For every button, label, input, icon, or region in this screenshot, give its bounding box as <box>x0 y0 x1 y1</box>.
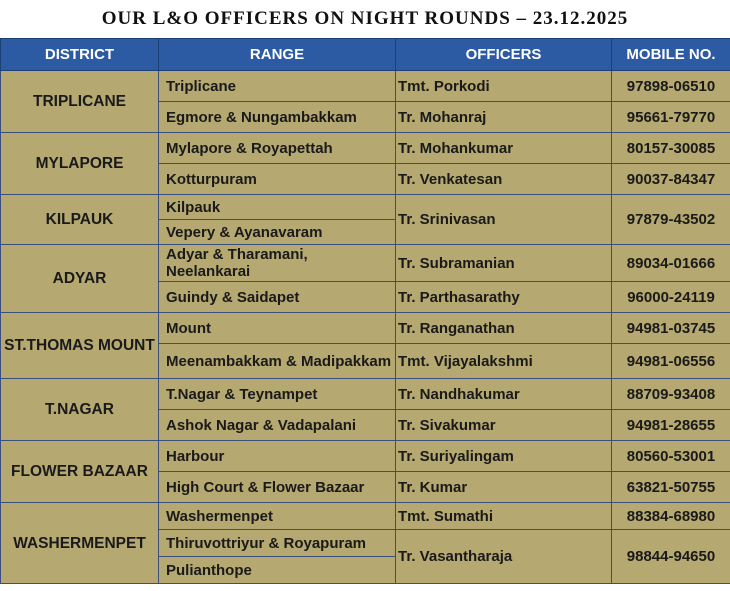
mobile-cell: 88709-93408 <box>612 379 730 410</box>
district-cell: KILPAUK <box>1 195 159 245</box>
range-cell: Guindy & Saidapet <box>159 282 396 313</box>
officer-cell: Tr. Mohanraj <box>396 102 612 133</box>
range-cell: Egmore & Nungambakkam <box>159 102 396 133</box>
mobile-cell: 88384-68980 <box>612 503 730 530</box>
district-cell: WASHERMENPET <box>1 503 159 584</box>
range-cell: Thiruvottriyur & Royapuram <box>159 530 396 557</box>
officer-cell: Tr. Sivakumar <box>396 410 612 441</box>
district-cell: T.NAGAR <box>1 379 159 441</box>
officer-cell: Tr. Kumar <box>396 472 612 503</box>
mobile-cell: 95661-79770 <box>612 102 730 133</box>
page-title: OUR L&O OFFICERS ON NIGHT ROUNDS – 23.12.2025 <box>101 8 629 29</box>
district-cell: MYLAPORE <box>1 133 159 195</box>
table-row <box>1 441 730 472</box>
header-row <box>1 39 730 71</box>
officer-cell: Tr. Venkatesan <box>396 164 612 195</box>
range-cell: Kotturpuram <box>159 164 396 195</box>
officer-cell: Tmt. Porkodi <box>396 71 612 102</box>
range-cell: Washermenpet <box>159 503 396 530</box>
officer-cell: Tr. Parthasarathy <box>396 282 612 313</box>
officers-table <box>0 38 730 584</box>
range-cell: Kilpauk <box>159 195 396 220</box>
mobile-cell: 94981-28655 <box>612 410 730 441</box>
mobile-cell: 94981-06556 <box>612 344 730 379</box>
mobile-cell: 94981-03745 <box>612 313 730 344</box>
table-row <box>1 313 730 344</box>
mobile-cell: 97898-06510 <box>612 71 730 102</box>
officer-cell: Tr. Nandhakumar <box>396 379 612 410</box>
range-cell: Triplicane <box>159 71 396 102</box>
table-row <box>1 195 730 220</box>
table-row <box>1 503 730 530</box>
officer-cell: Tmt. Vijayalakshmi <box>396 344 612 379</box>
mobile-cell: 98844-94650 <box>612 530 730 584</box>
range-cell: Pulianthope <box>159 557 396 584</box>
officer-cell: Tr. Subramanian <box>396 245 612 282</box>
table-row <box>1 71 730 102</box>
table-row <box>1 379 730 410</box>
district-cell: ST.THOMAS MOUNT <box>1 313 159 379</box>
range-cell: Vepery & Ayanavaram <box>159 220 396 245</box>
officer-cell: Tr. Ranganathan <box>396 313 612 344</box>
district-cell: ADYAR <box>1 245 159 313</box>
officer-cell: Tr. Suriyalingam <box>396 441 612 472</box>
range-cell: Ashok Nagar & Vadapalani <box>159 410 396 441</box>
header-mobile: MOBILE NO. <box>612 39 730 71</box>
officer-cell: Tmt. Sumathi <box>396 503 612 530</box>
table-row <box>1 245 730 282</box>
range-cell: Meenambakkam & Madipakkam <box>159 344 396 379</box>
mobile-cell: 80560-53001 <box>612 441 730 472</box>
mobile-cell: 63821-50755 <box>612 472 730 503</box>
district-cell: FLOWER BAZAAR <box>1 441 159 503</box>
mobile-cell: 90037-84347 <box>612 164 730 195</box>
mobile-cell: 96000-24119 <box>612 282 730 313</box>
mobile-cell: 89034-01666 <box>612 245 730 282</box>
range-cell: Adyar & Tharamani, Neelankarai <box>159 245 396 282</box>
range-cell: Harbour <box>159 441 396 472</box>
table-row <box>1 133 730 164</box>
range-cell: Mount <box>159 313 396 344</box>
district-cell: TRIPLICANE <box>1 71 159 133</box>
mobile-cell: 80157-30085 <box>612 133 730 164</box>
mobile-cell: 97879-43502 <box>612 195 730 245</box>
range-cell: T.Nagar & Teynampet <box>159 379 396 410</box>
header-district: DISTRICT <box>1 39 159 71</box>
range-cell: Mylapore & Royapettah <box>159 133 396 164</box>
officer-cell: Tr. Srinivasan <box>396 195 612 245</box>
header-range: RANGE <box>159 39 396 71</box>
range-cell: High Court & Flower Bazaar <box>159 472 396 503</box>
header-officers: OFFICERS <box>396 39 612 71</box>
officer-cell: Tr. Vasantharaja <box>396 530 612 584</box>
officer-cell: Tr. Mohankumar <box>396 133 612 164</box>
